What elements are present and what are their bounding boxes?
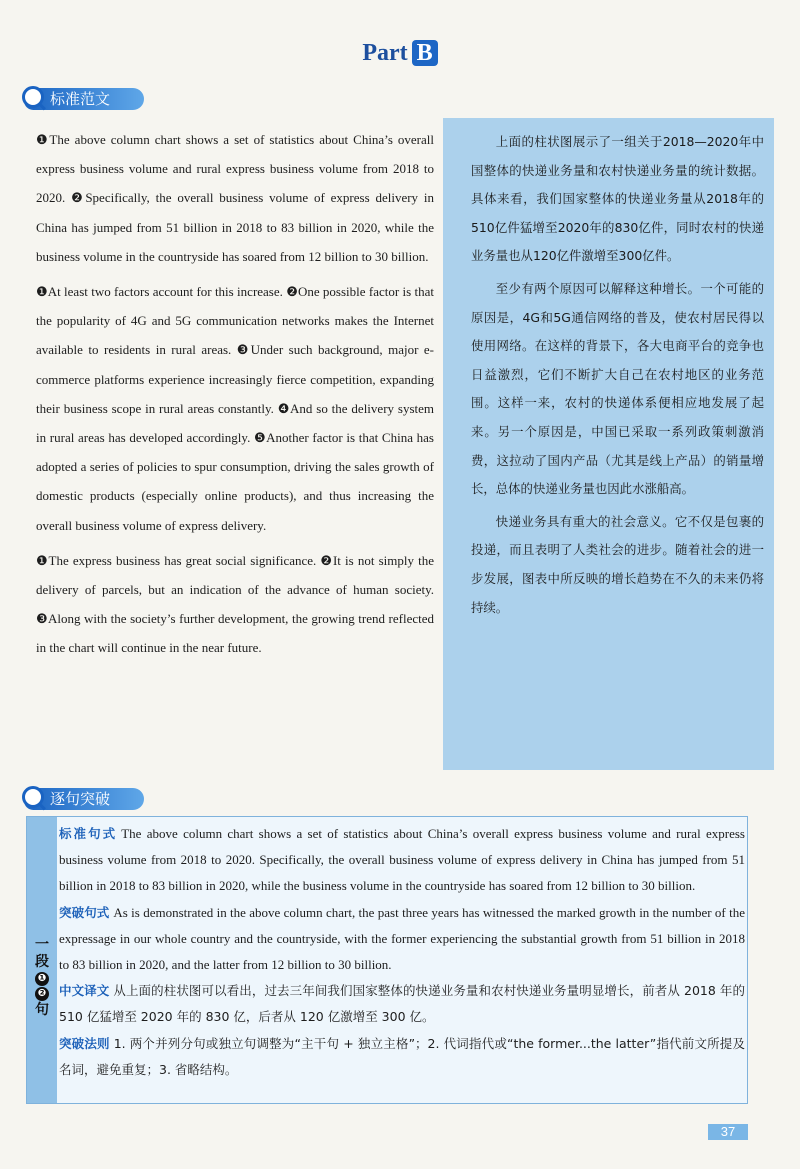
page-title-letter: B [412, 40, 438, 66]
english-paragraph-2: ❶At least two factors account for this increase. ❷One possible factor is that the popularity of 4G and 5G communication networks makes the Internet available to residents in rural areas. ❸Under such background, major e-commerce platforms experience increasingly fierce competition, expanding their business scope in rural areas constantly. ❹And so the delivery system in rural areas has developed accordingly. ❺Another factor is that China has adopted a series of policies to spur consumption, driving the sales growth of domestic products (especially online products), and thus increasing the overall business volume of express delivery. [36, 284, 434, 533]
breakthrough-text: As is demonstrated in the above column chart, the past three years has witnessed the marked growth in the number of the expressage in our whole country and the countryside, with the former experiencing the substantial growth from 51 billion in 2018 to 83 billion in 2020, and the latter from 12 billion to 30 billion. [59, 904, 745, 973]
translation-sentence [59, 978, 745, 1030]
side-num-1: ❶ [35, 972, 49, 986]
english-paragraph-1: ❶The above column chart shows a set of statistics about China’s overall express business volume and rural express business volume from 2018 to 2020. ❷Specifically, the overall business volume of express delivery in China has jumped from 51 billion in 2018 to 83 billion in 2020, while the business volume in the countryside has soared from 12 billion to 30 billion. [36, 132, 434, 264]
sentence-breakthrough-label: 逐句突破 [50, 790, 111, 808]
side-label-top: 一 [35, 937, 49, 953]
chinese-translation [443, 118, 774, 770]
chinese-paragraph-1: 上面的柱状图展示了一组关于2018—2020年中国整体的快递业务量和农村快递业务量的统计数据。具体来看，我们国家整体的快递业务量从2018年的510亿件猛增至2020年的830亿件，同时农村的快递业务量也从120亿件激增至300亿件。 [471, 134, 764, 264]
breakthrough-tag: 突破句式 [59, 904, 110, 920]
page-title [0, 40, 800, 67]
translation-tag: 中文译文 [59, 983, 110, 999]
chinese-paragraph-2: 至少有两个原因可以解释这种增长。一个可能的原因是，4G和5G通信网络的普及，使农村居民得以使用网络。在这样的背景下，各大电商平台的竞争也日益激烈，它们不断扩大自己在农村地区的业务范围。这样一来，农村的快递体系便相应地发展了起来。另一个原因是，中国已采取一系列政策刺激消费，这拉动了国内产品（尤其是线上产品）的销量增长，总体的快递业务量也因此水涨船高。 [471, 280, 764, 497]
breakthrough-sentence [59, 900, 745, 979]
model-essay-label: 标准范文 [50, 90, 111, 108]
chinese-paragraph-3: 快递业务具有重大的社会意义。它不仅是包裹的投递，而且表明了人类社会的进步。随着社会的进一步发展，图表中所反映的增长趋势在不久的未来仍将持续。 [471, 513, 764, 615]
side-label-mid: 段 [35, 954, 49, 970]
english-essay [36, 125, 434, 669]
page-title-text: Part [362, 40, 408, 66]
side-label-bottom: 句 [35, 1002, 49, 1018]
rules-text: 1. 两个并列分句或独立句调整为“主干句 + 独立主格”；2. 代词指代或“the former...the latter”指代前文所提及名词，避免重复；3. 省略结构。 [59, 1035, 745, 1077]
rules-sentence [59, 1031, 745, 1083]
paragraph-sentence-label [30, 937, 54, 1019]
breakdown-box [26, 816, 748, 1104]
model-essay-banner [24, 88, 144, 110]
side-num-2: ❷ [35, 987, 49, 1001]
breakdown-content [59, 821, 745, 1083]
page-number: 37 [708, 1124, 748, 1140]
sentence-breakthrough-banner [24, 788, 144, 810]
standard-tag: 标准句式 [59, 826, 118, 841]
rules-tag: 突破法则 [59, 1035, 110, 1051]
translation-text: 从上面的柱状图可以看出，过去三年间我们国家整体的快递业务量和农村快递业务量明显增长，前者从 2018 年的 510 亿猛增至 2020 年的 830 亿，后者从 120 亿激增至 300 亿。 [59, 983, 745, 1025]
english-paragraph-3: ❶The express business has great social significance. ❷It is not simply the delivery of parcels, but an indication of the advance of human society. ❸Along with the society’s further development, the growing trend reflected in the chart will continue in the near future. [36, 552, 434, 656]
standard-text: The above column chart shows a set of statistics about China’s overall express business volume and rural express business volume from 2018 to 2020. Specifically, the overall business volume of express delivery in China has jumped from 51 billion in 2018 to 83 billion in 2020, while the business volume in the countryside has soared from 12 billion to 30 billion. [59, 826, 745, 894]
standard-sentence [59, 821, 745, 900]
search-magnifier-icon [22, 786, 44, 808]
search-magnifier-icon [22, 86, 44, 108]
